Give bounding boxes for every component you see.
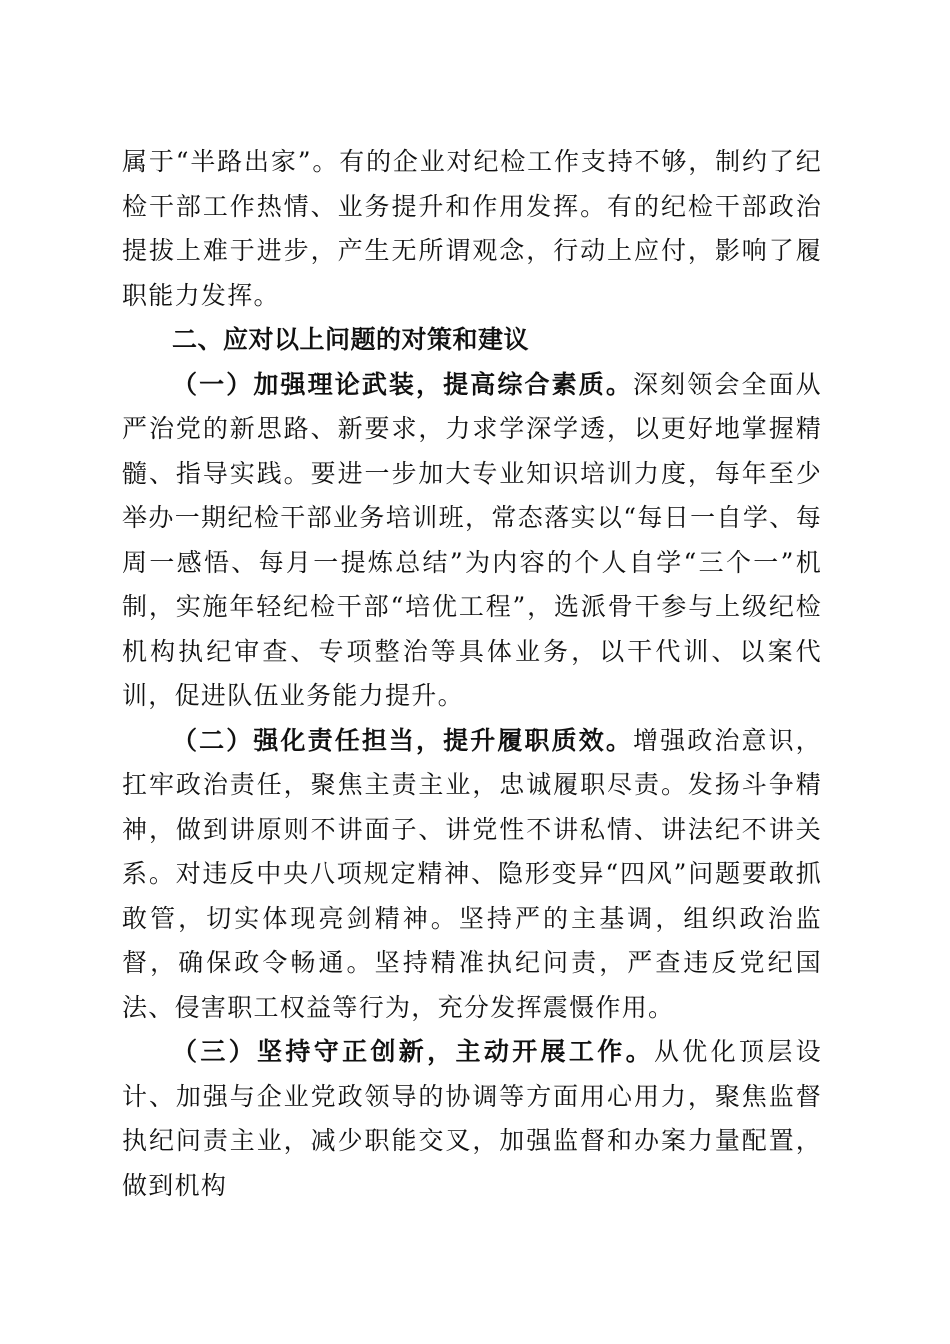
paragraph-text: 增强政治意识，扛牢政治责任，聚焦主责主业，忠诚履职尽责。发扬斗争精神，做到讲原则不讲面子、讲党性不讲私情、讲法纪不讲关系。对违反中央八项规定精神、隐形变异“四风”问题要敢抓敢管，切实体现亮剑精神。坚持严的主基调，组织政治监督，确保政令畅通。坚持精准执纪问责，严查违反党纪国法、侵害职工权益等行为，充分发挥震慑作用。 [122,725,822,1022]
section-paragraph-2 [122,719,822,1031]
paragraph-lead: （三）坚持守正创新，主动开展工作。 [172,1037,654,1066]
paragraph-lead: （二）强化责任担当，提升履职质效。 [172,725,633,755]
paragraph-lead: （一）加强理论武装，提高综合素质。 [172,369,633,399]
paragraph-continuation [122,140,822,318]
heading-text: 二、应对以上问题的对策和建议 [172,325,530,354]
paragraph-text: 属于“半路出家”。有的企业对纪检工作支持不够，制约了纪检干部工作热情、业务提升和作用发挥。有的纪检干部政治提拔上难于进步，产生无所谓观念，行动上应付，影响了履职能力发挥。 [122,147,822,310]
paragraph-text: 深刻领会全面从严治党的新思路、新要求，力求学深学透，以更好地掌握精髓、指导实践。要进一步加大专业知识培训力度，每年至少举办一期纪检干部业务培训班，常态落实以“每日一自学、每周一感悟、每月一提炼总结”为内容的个人自学“三个一”机制，实施年轻纪检干部“培优工程”，选派骨干参与上级纪检机构执纪审查、专项整治等具体业务，以干代训、以案代训，促进队伍业务能力提升。 [122,369,822,710]
section-heading [122,318,822,363]
document-body [122,140,822,1208]
section-paragraph-1 [122,363,822,719]
paragraph-text: 从优化顶层设计、加强与企业党政领导的协调等方面用心用力，聚焦监督执纪问责主业，减少职能交叉，加强监督和办案力量配置，做到机构 [122,1037,822,1200]
section-paragraph-3 [122,1030,822,1208]
